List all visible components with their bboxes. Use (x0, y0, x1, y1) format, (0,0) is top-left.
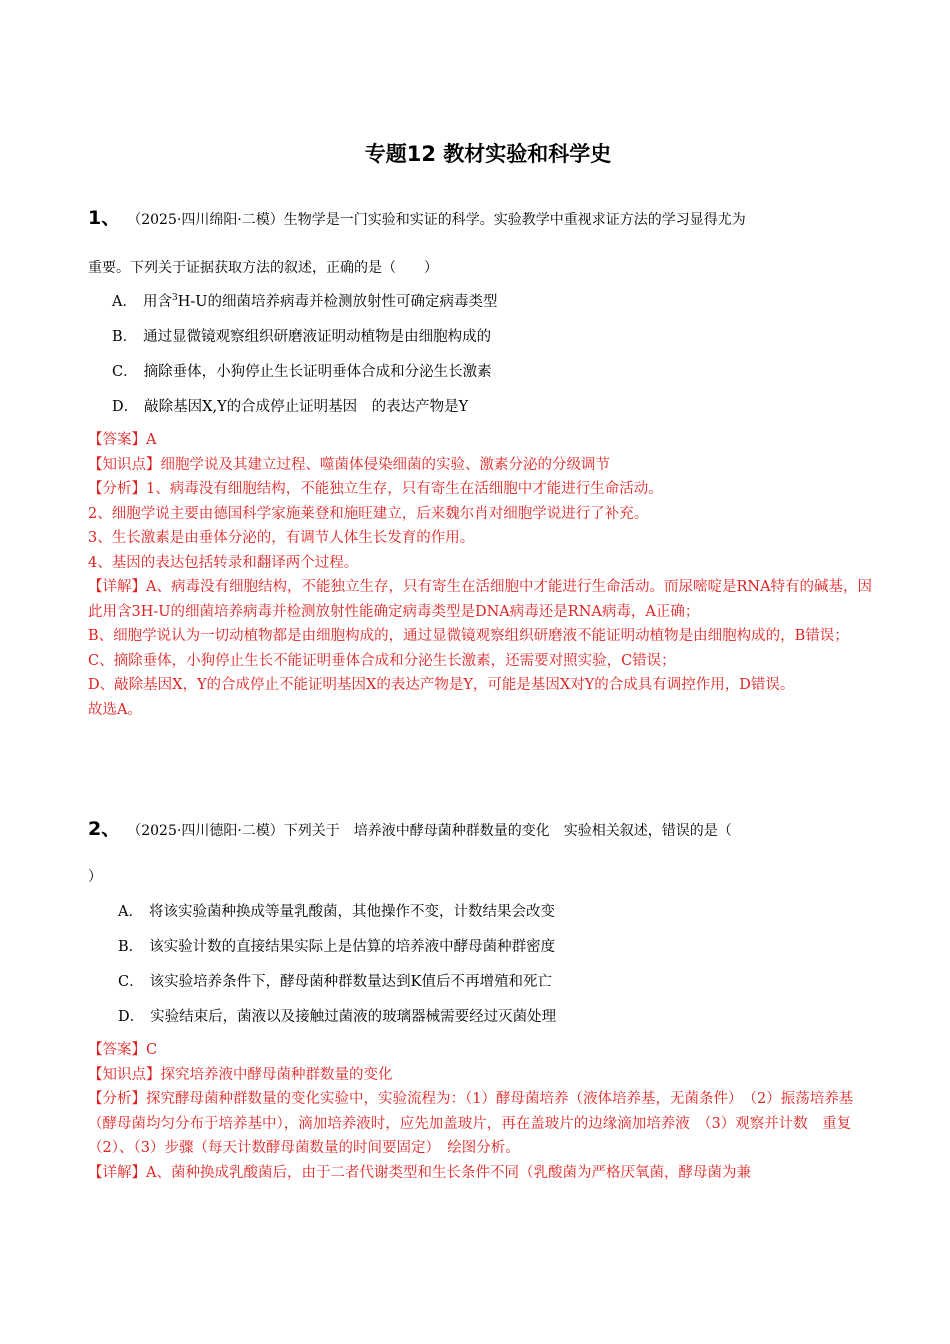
q1-option-d: D． 敲除基因X,Y的合成停止证明基因 的表达产物是Y (112, 399, 469, 415)
q1-knowledge-point: 【知识点】细胞学说及其建立过程、噬菌体侵染细菌的实验、激素分泌的分级调节 (88, 456, 610, 473)
q2-option-c: C． 该实验培养条件下，酵母菌种群数量达到K值后不再增殖和死亡 (118, 974, 552, 990)
q2-solution (88, 1038, 878, 1185)
q2-analysis: 【分析】探究酵母菌种群数量的变化实验中，实验流程为：（1）酵母菌培养（液体培养基，无菌条件） （2）振荡培养基（酵母菌均匀分布于培养基中），滴加培养液时，应先加盖玻片，再在盖玻片的边缘滴加培养液 （3）观察并计数 重复（2）、（3）步骤（每天计数酵母菌数量的时间要固定） 绘图分析。 (88, 1091, 854, 1156)
q1-stem-line2: 重要。下列关于证据获取方法的叙述，正确的是（ ） (88, 260, 438, 276)
q1-number: 1、 (88, 207, 121, 229)
q1-analysis-2: 2、细胞学说主要由德国科学家施莱登和施旺建立，后来魏尔肖对细胞学说进行了补充。 (88, 505, 649, 522)
q1-stem-line1: 1、 （2025·四川绵阳·二模）生物学是一门实验和实证的科学。实验教学中重视求证方法的学习显得尤为 (88, 207, 746, 229)
q2-number: 2、 (88, 818, 121, 840)
q1-conclusion: 故选A。 (88, 701, 142, 718)
q1-detail-b: B、细胞学说认为一切动植物都是由细胞构成的，通过显微镜观察组织研磨液不能证明动植物是由细胞构成的，B错误； (88, 628, 849, 644)
q1-option-b: B． 通过显微镜观察组织研磨液证明动植物是由细胞构成的 (112, 329, 492, 345)
q1-solution (88, 428, 878, 722)
q1-detail-a: 【详解】A、病毒没有细胞结构，不能独立生存，只有寄生在活细胞中才能进行生命活动。而尿嘧啶是RNA特有的碱基，因此用含3H-U的细菌培养病毒并检测放射性能确定病毒类型是DNA病毒还是RNA病毒，A正确； (88, 579, 873, 620)
q2-detail-start: 【详解】A、菌种换成乳酸菌后，由于二者代谢类型和生长条件不同（乳酸菌为严格厌氧菌，酵母菌为兼 (88, 1164, 751, 1181)
q1-answer: 【答案】A (88, 432, 157, 448)
q1-analysis-3: 3、生长激素是由垂体分泌的，有调节人体生长发育的作用。 (88, 530, 475, 546)
q2-option-d: D． 实验结束后，菌液以及接触过菌液的玻璃器械需要经过灭菌处理 (118, 1009, 557, 1025)
q2-stem-line1: 2、 （2025·四川德阳·二模）下列关于 培养液中酵母菌种群数量的变化 实验相关叙述，错误的是（ (88, 818, 732, 840)
q1-detail-d: D、敲除基因X，Y的合成停止不能证明基因X的表达产物是Y，可能是基因X对Y的合成具有调控作用，D错误。 (88, 677, 795, 693)
q2-answer: 【答案】C (88, 1042, 158, 1058)
q2-option-a: A． 将该实验菌种换成等量乳酸菌，其他操作不变，计数结果会改变 (118, 904, 555, 920)
q1-detail-c: C、摘除垂体，小狗停止生长不能证明垂体合成和分泌生长激素，还需要对照实验，C错误； (88, 652, 676, 669)
q1-option-c: C． 摘除垂体，小狗停止生长证明垂体合成和分泌生长激素 (112, 364, 492, 380)
q2-knowledge-point: 【知识点】探究培养液中酵母菌种群数量的变化 (88, 1066, 393, 1083)
q1-option-a: A． 用含$^3$H-U的细菌培养病毒并检测放射性可确定病毒类型 (112, 293, 498, 310)
q2-option-b: B． 该实验计数的直接结果实际上是估算的培养液中酵母菌种群密度 (118, 939, 556, 955)
q2-stem-line2: ） (88, 869, 102, 885)
page-title: 专题12 教材实验和科学史 (364, 142, 612, 166)
q1-analysis-1: 【分析】1、病毒没有细胞结构，不能独立生存，只有寄生在活细胞中才能进行生命活动。 (88, 481, 663, 497)
q1-analysis-4: 4、基因的表达包括转录和翻译两个过程。 (88, 554, 359, 571)
